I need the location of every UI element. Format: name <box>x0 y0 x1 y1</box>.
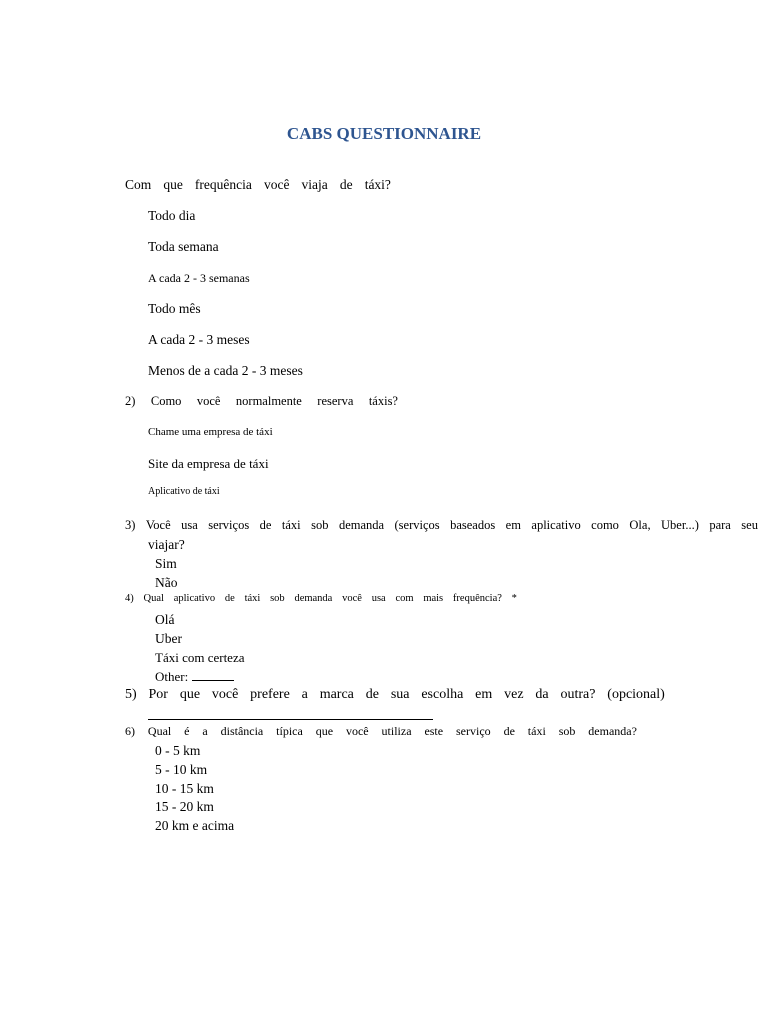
question-word: serviço <box>456 724 491 738</box>
question-word: da <box>535 687 549 702</box>
question-word: distância <box>220 724 264 738</box>
question-word: usa <box>371 593 386 604</box>
question-word: você <box>196 394 221 408</box>
question-word: seu <box>741 518 758 532</box>
question-6-option[interactable]: 15 - 20 km <box>155 799 214 814</box>
question-word: em <box>475 687 493 702</box>
question-word: que <box>163 177 183 192</box>
question-2-option[interactable]: Chame uma empresa de táxi <box>148 426 273 438</box>
question-1-option[interactable]: Toda semana <box>148 239 219 254</box>
question-word: este <box>424 724 444 738</box>
question-word: sua <box>390 687 410 702</box>
question-word: de <box>259 518 272 532</box>
question-4-other-option <box>155 669 234 683</box>
question-word: aplicativo <box>173 593 216 604</box>
question-word: você <box>263 177 290 192</box>
question-5-text <box>125 688 665 702</box>
question-word: você <box>345 724 369 738</box>
question-word: de <box>365 687 379 702</box>
question-word: táxi <box>244 593 261 604</box>
question-word: Como <box>150 394 182 408</box>
question-6-option[interactable]: 0 - 5 km <box>155 743 201 758</box>
question-1-option[interactable]: Todo dia <box>148 208 196 223</box>
question-word: 3) <box>125 518 136 532</box>
question-word: serviços <box>208 518 250 532</box>
question-word: aplicativo <box>531 518 581 532</box>
question-4-option[interactable]: Olá <box>155 612 175 627</box>
question-6-option[interactable]: 10 - 15 km <box>155 781 214 796</box>
question-word: você <box>342 593 362 604</box>
question-word: normalmente <box>235 394 302 408</box>
question-word: (serviços <box>394 518 440 532</box>
question-word: táxi <box>281 518 301 532</box>
question-word: (opcional) <box>607 687 665 702</box>
question-1-text <box>125 178 391 192</box>
question-6-option[interactable]: 5 - 10 km <box>155 762 208 777</box>
question-word: reserva <box>317 394 354 408</box>
question-word: viaja <box>301 177 328 192</box>
question-word: frequência? <box>452 593 502 604</box>
question-word: prefere <box>250 687 290 702</box>
question-word: utiliza <box>381 724 412 738</box>
question-word: 5) <box>125 687 137 702</box>
question-word: a <box>301 687 308 702</box>
question-1-option[interactable]: A cada 2 - 3 semanas <box>148 271 250 285</box>
question-word: sob <box>558 724 576 738</box>
question-word: táxi <box>527 724 546 738</box>
question-word: de <box>339 177 353 192</box>
question-4-text <box>125 594 517 605</box>
question-word: a <box>202 724 208 738</box>
question-word: táxis? <box>368 394 398 408</box>
question-word: 2) <box>125 394 136 408</box>
question-6-option[interactable]: 20 km e acima <box>155 818 235 833</box>
question-word: demanda? <box>588 724 637 738</box>
question-1-option[interactable]: Menos de a cada 2 - 3 meses <box>148 363 303 378</box>
question-word: sob <box>311 518 329 532</box>
question-word: demanda <box>338 518 385 532</box>
question-word: de <box>224 593 235 604</box>
question-word: como <box>591 518 619 532</box>
question-3-text <box>125 519 758 532</box>
question-word: demanda <box>294 593 333 604</box>
question-1-option[interactable]: A cada 2 - 3 meses <box>148 332 250 347</box>
question-word: Você <box>145 518 171 532</box>
question-word: típica <box>276 724 303 738</box>
question-word: táxi? <box>364 177 391 192</box>
question-5-answer-line[interactable] <box>148 719 433 720</box>
page-title: CABS QUESTIONNAIRE <box>286 124 482 143</box>
question-word: você <box>211 687 239 702</box>
question-2-text <box>125 395 398 408</box>
question-word: em <box>505 518 521 532</box>
question-word: vez <box>504 687 524 702</box>
question-word: para <box>709 518 731 532</box>
question-word: que <box>315 724 334 738</box>
question-word: usa <box>181 518 198 532</box>
question-word: Uber...) <box>661 518 699 532</box>
other-label: Other: <box>155 669 189 684</box>
question-word: Qual <box>143 593 164 604</box>
question-word: baseados <box>450 518 496 532</box>
question-2-option[interactable]: Site da empresa de táxi <box>148 456 269 471</box>
question-6-text <box>125 725 637 737</box>
question-word: com <box>395 593 414 604</box>
question-word: escolha <box>421 687 464 702</box>
question-word: é <box>184 724 190 738</box>
question-2-option[interactable]: Aplicativo de táxi <box>148 486 220 497</box>
question-word: mais <box>423 593 444 604</box>
question-3-text-continued: viajar? <box>148 537 185 552</box>
question-word: Por <box>148 687 168 702</box>
question-word: frequência <box>194 177 252 192</box>
question-3-option[interactable]: Sim <box>155 556 177 571</box>
question-1-option[interactable]: Todo mês <box>148 301 201 316</box>
question-word: Qual <box>147 724 172 738</box>
question-word: 6) <box>125 724 135 738</box>
question-word: * <box>511 593 517 604</box>
question-word: que <box>179 687 201 702</box>
question-word: 4) <box>125 593 134 604</box>
question-word: Ola, <box>629 518 651 532</box>
question-word: sob <box>270 593 285 604</box>
question-4-option[interactable]: Táxi com certeza <box>155 650 245 665</box>
question-word: marca <box>319 687 354 702</box>
other-answer-blank[interactable] <box>192 669 234 681</box>
question-4-option[interactable]: Uber <box>155 631 182 646</box>
question-word: outra? <box>560 687 596 702</box>
question-3-option[interactable]: Não <box>155 575 178 590</box>
question-word: de <box>503 724 515 738</box>
question-word: Com <box>125 177 152 192</box>
